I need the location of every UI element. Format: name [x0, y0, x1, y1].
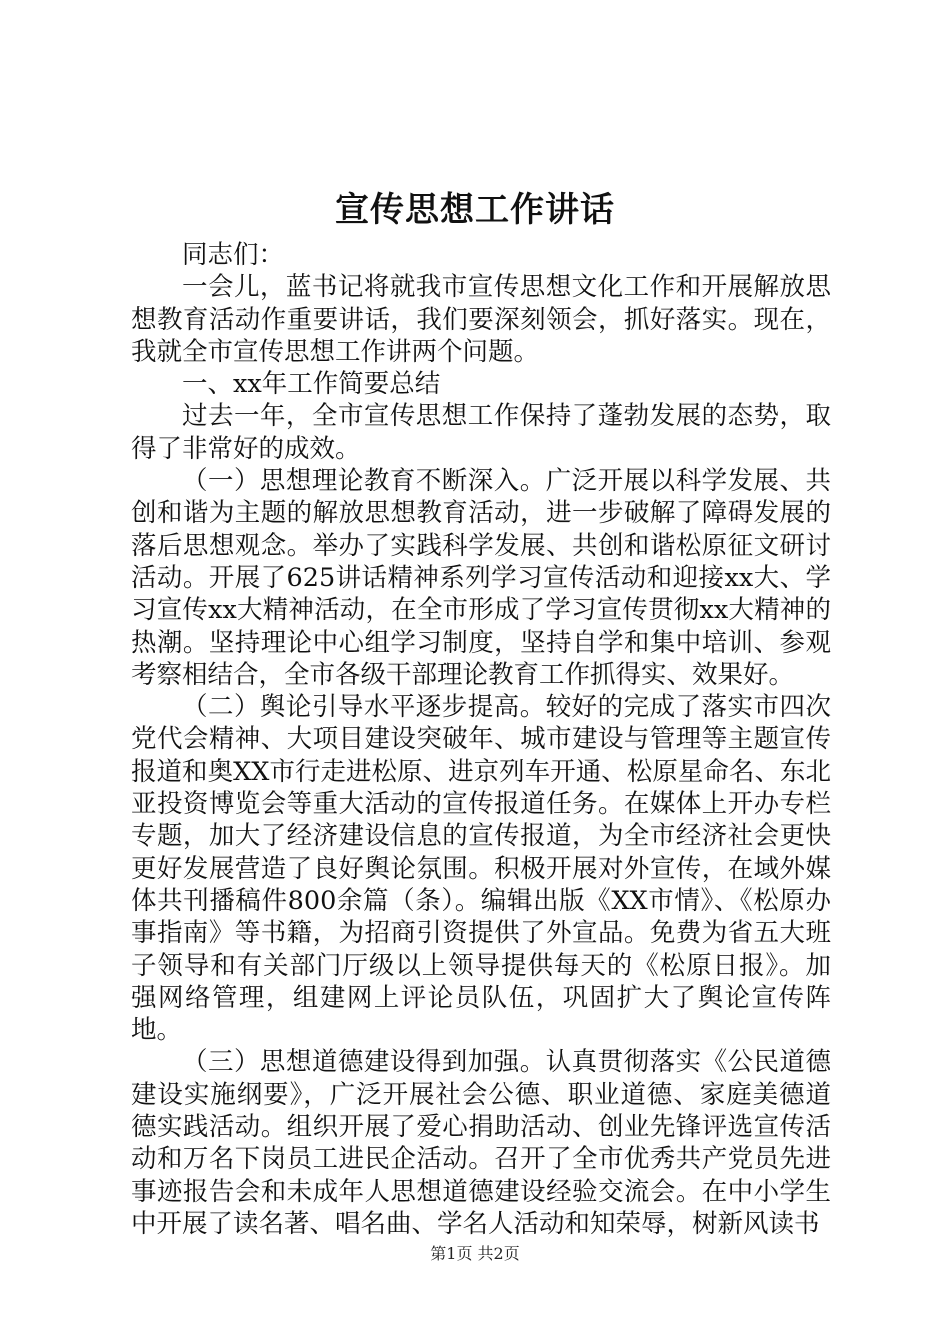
- salutation-paragraph: 同志们：: [182, 240, 285, 270]
- section-heading: 一、xx年工作简要总结: [182, 369, 441, 400]
- page-footer: 第1页 共2页: [430, 1244, 520, 1263]
- summary-paragraph: 过去一年，全市宣传思想工作保持了蓬勃发展的态势，取得了非常好的成效。: [131, 401, 831, 464]
- public-opinion-paragraph: （二）舆论引导水平逐步提高。较好的完成了落实市四次党代会精神、大项目建设突破年、城市建设与管理等主题宣传报道和奥XX市行走进松原、进京列车开通、松原星命名、东北亚投资博览会等重大活动的宣传报道任务。在媒体上开办专栏专题，加大了经济建设信息的宣传报道，为全市经济社会更快更好发展营造了良好舆论氛围。积极开展对外宣传，在域外媒体共刊播稿件800余篇（条）。编辑出版《XX市情》、《松原办事指南》等书籍，为招商引资提供了外宣品。免费为省五大班子领导和有关部门厅级以上领导提供每天的《松原日报》。加强网络管理，组建网上评论员队伍，巩固扩大了舆论宣传阵地。: [131, 692, 831, 1046]
- document-title: 宣传思想工作讲话: [335, 190, 615, 230]
- intro-paragraph: 一会儿，蓝书记将就我市宣传思想文化工作和开展解放思想教育活动作重要讲话，我们要深刻领会，抓好落实。现在，我就全市宣传思想工作讲两个问题。: [131, 272, 831, 367]
- theory-education-paragraph: （一）思想理论教育不断深入。广泛开展以科学发展、共创和谐为主题的解放思想教育活动，进一步破解了障碍发展的落后思想观念。举办了实践科学发展、共创和谐松原征文研讨活动。开展了625讲话精神系列学习宣传活动和迎接xx大、学习宣传xx大精神活动，在全市形成了学习宣传贯彻xx大精神的热潮。坚持理论中心组学习制度，坚持自学和集中培训、参观考察相结合，全市各级干部理论教育工作抓得实、效果好。: [131, 466, 831, 690]
- document-body: [131, 239, 831, 1240]
- moral-construction-paragraph: （三）思想道德建设得到加强。认真贯彻落实《公民道德建设实施纲要》，广泛开展社会公德、职业道德、家庭美德道德实践活动。组织开展了爱心捐助活动、创业先锋评选宣传活动和万名下岗员工进民企活动。召开了全市优秀共产党员先进事迹报告会和未成年人思想道德建设经验交流会。在中小学生中开展了读名著、唱名曲、学名人活动和知荣辱，树新风读书: [131, 1047, 831, 1239]
